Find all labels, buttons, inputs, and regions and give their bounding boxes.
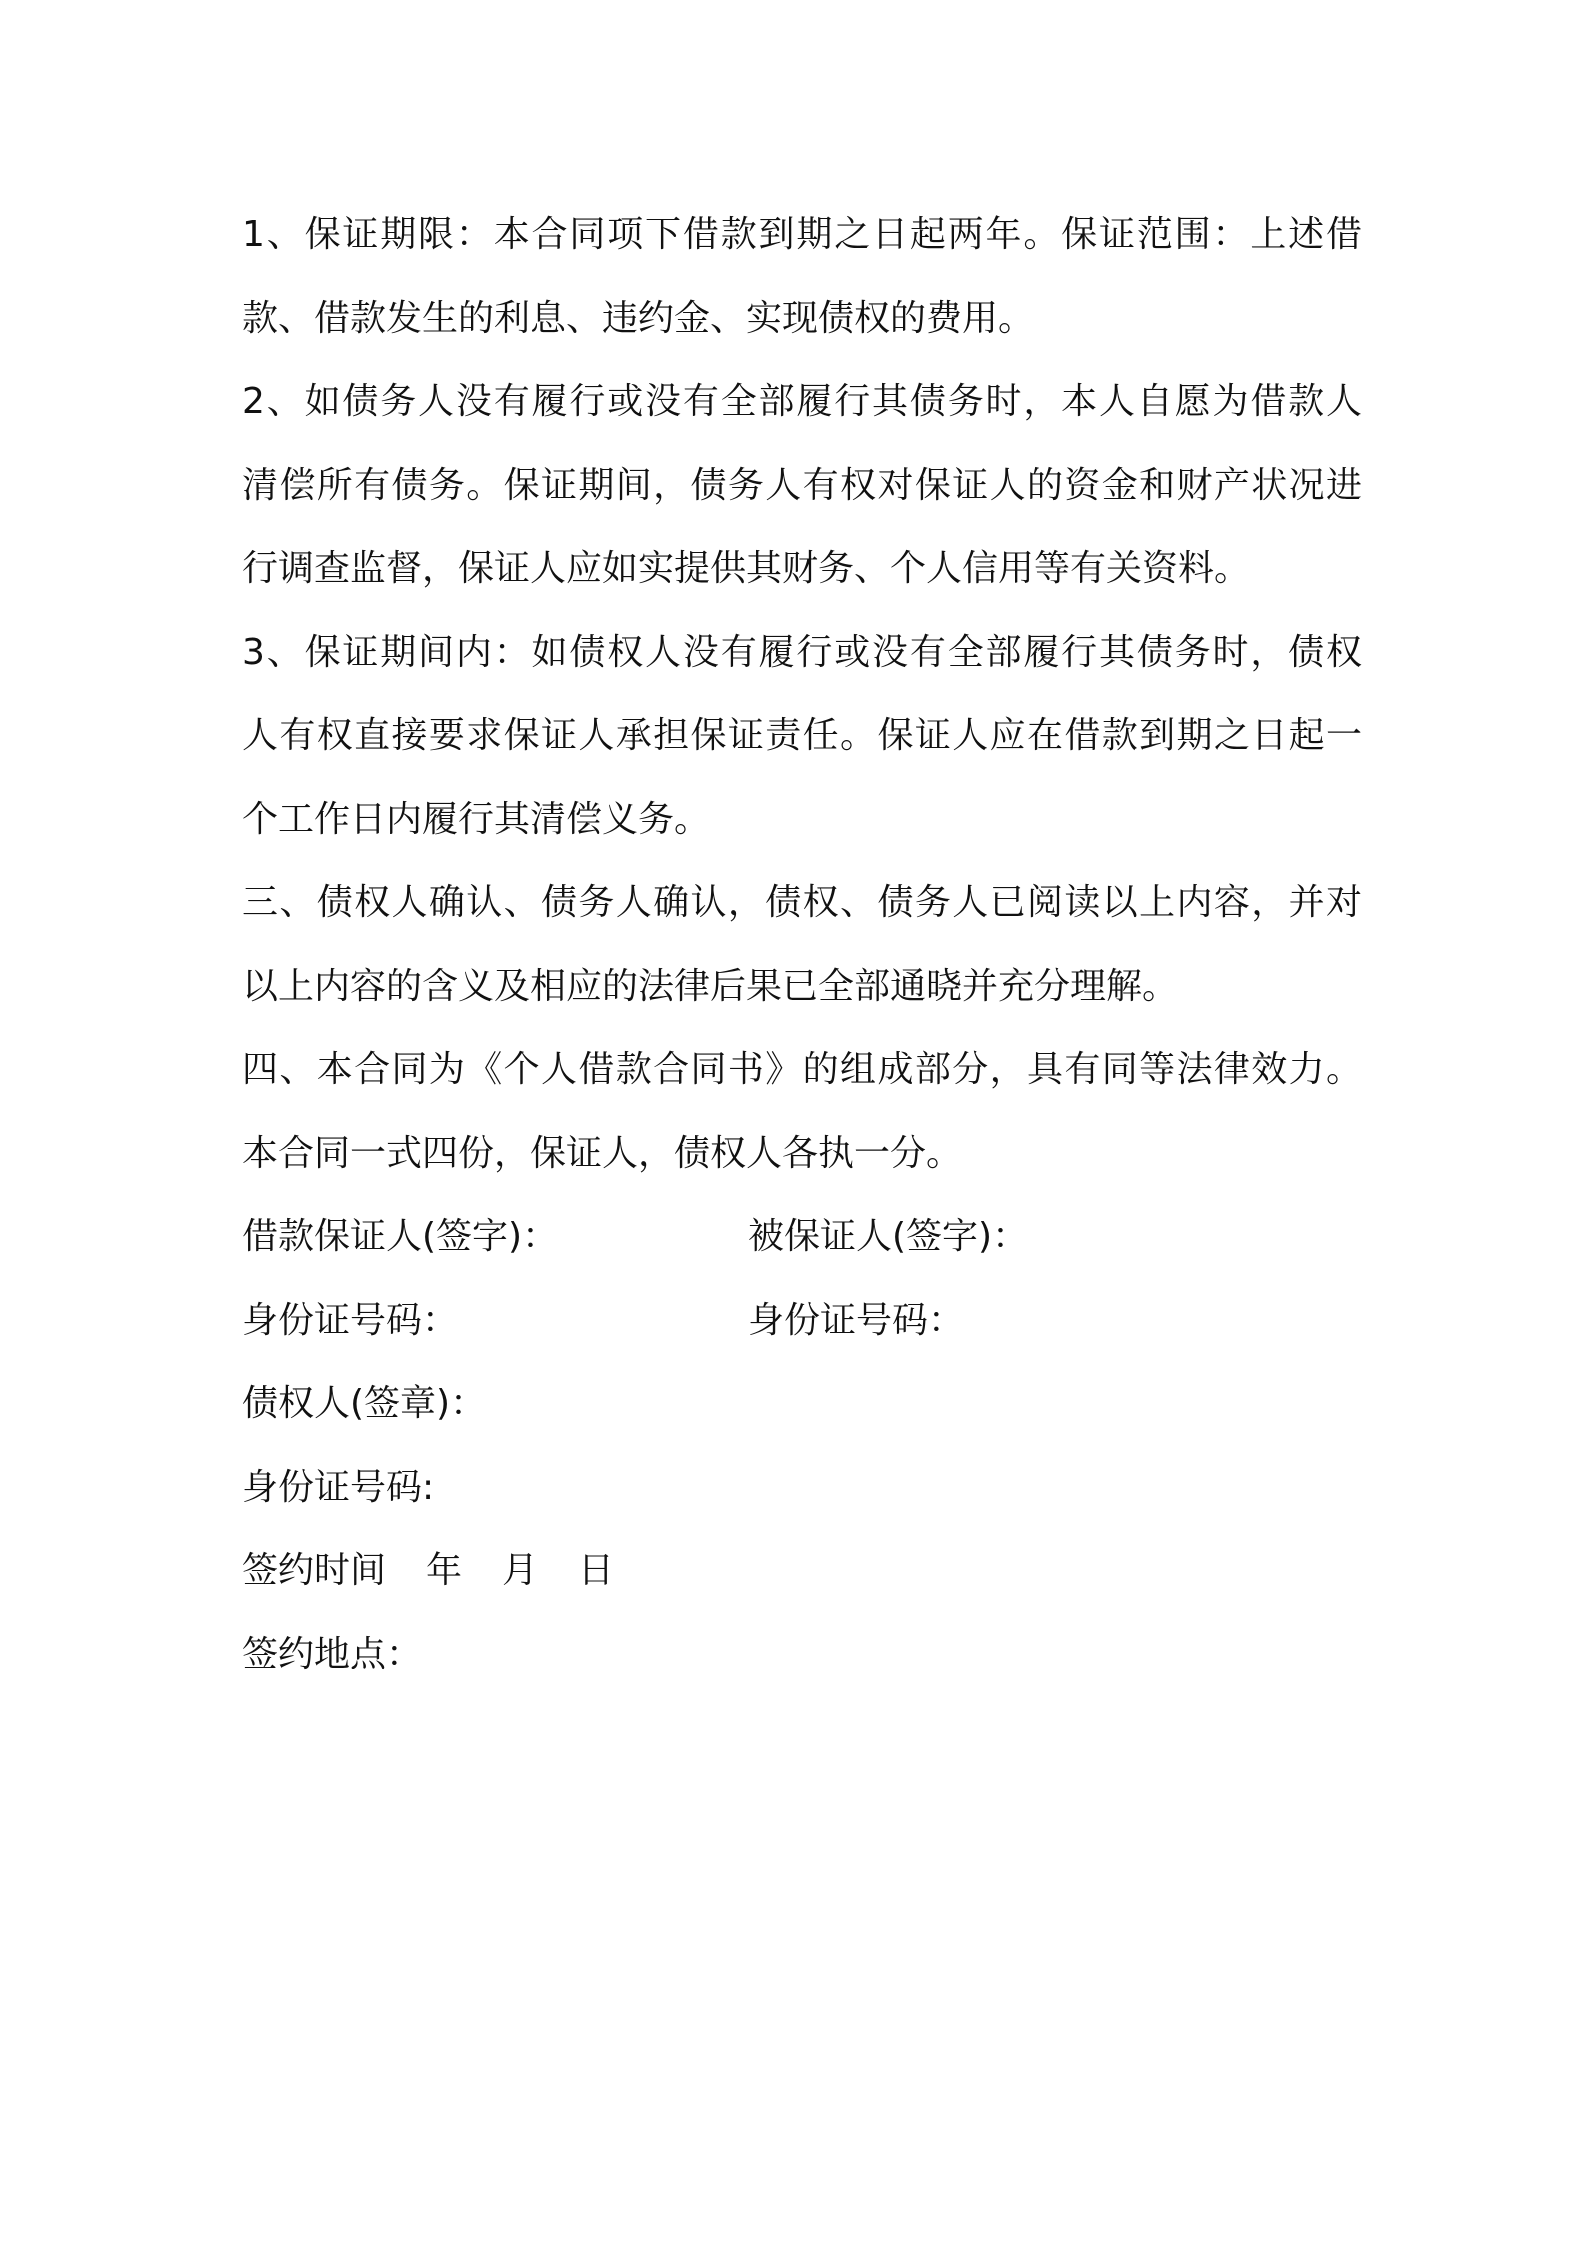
paragraph-3-line-3: 个工作日内履行其清偿义务。 [242,798,711,840]
guarantor-signature-label: 借款保证人(签字)： [242,1216,559,1257]
guarantor-id-label: 身份证号码： [242,1299,459,1341]
sign-time-label: 签约时间 [242,1550,387,1591]
creditor-id-label: 身份证号码: [242,1466,435,1508]
paragraph-2-line-3: 行调查监督，保证人应如实提供其财务、个人信用等有关资料。 [242,548,1251,589]
paragraph-1-line-1: 1、保证期限：本合同项下借款到期之日起两年。保证范围：上述借 [242,214,1362,255]
paragraph-5-line-2: 本合同一式四份，保证人，债权人各执一分。 [242,1132,963,1174]
paragraph-2-line-2: 清偿所有债务。保证期间，债务人有权对保证人的资金和财产状况进 [242,464,1362,506]
paragraph-3-line-1: 3、保证期间内：如债权人没有履行或没有全部履行其债务时，债权 [242,631,1362,673]
signature-row-2 [242,1279,1362,1363]
sign-place-label: 签约地点： [242,1633,423,1675]
paragraph-4-line-2: 以上内容的含义及相应的法律后果已全部通晓并充分理解。 [242,965,1179,1007]
paragraph-3-line-2: 人有权直接要求保证人承担保证责任。保证人应在借款到期之日起一 [242,715,1362,756]
sign-date-line [242,1529,1362,1613]
guaranteed-id-label: 身份证号码： [748,1299,965,1341]
guaranteed-signature-label: 被保证人(签字)： [748,1216,1029,1257]
year-label: 年 [426,1550,463,1591]
paragraph-4-line-1: 三、债权人确认、债务人确认，债权、债务人已阅读以上内容，并对 [242,882,1362,923]
document-body [242,193,1362,1696]
day-label: 日 [578,1550,615,1591]
paragraph-5-line-1: 四、本合同为《个人借款合同书》的组成部分，具有同等法律效力。 [242,1049,1362,1090]
creditor-signature-label: 债权人(签章)： [242,1383,487,1424]
month-label: 月 [502,1550,539,1591]
paragraph-1-line-2: 款、借款发生的利息、违约金、实现债权的费用。 [242,297,1035,339]
signature-row-1 [242,1195,1362,1279]
paragraph-2-line-1: 2、如债务人没有履行或没有全部履行其债务时，本人自愿为借款人 [242,381,1362,422]
